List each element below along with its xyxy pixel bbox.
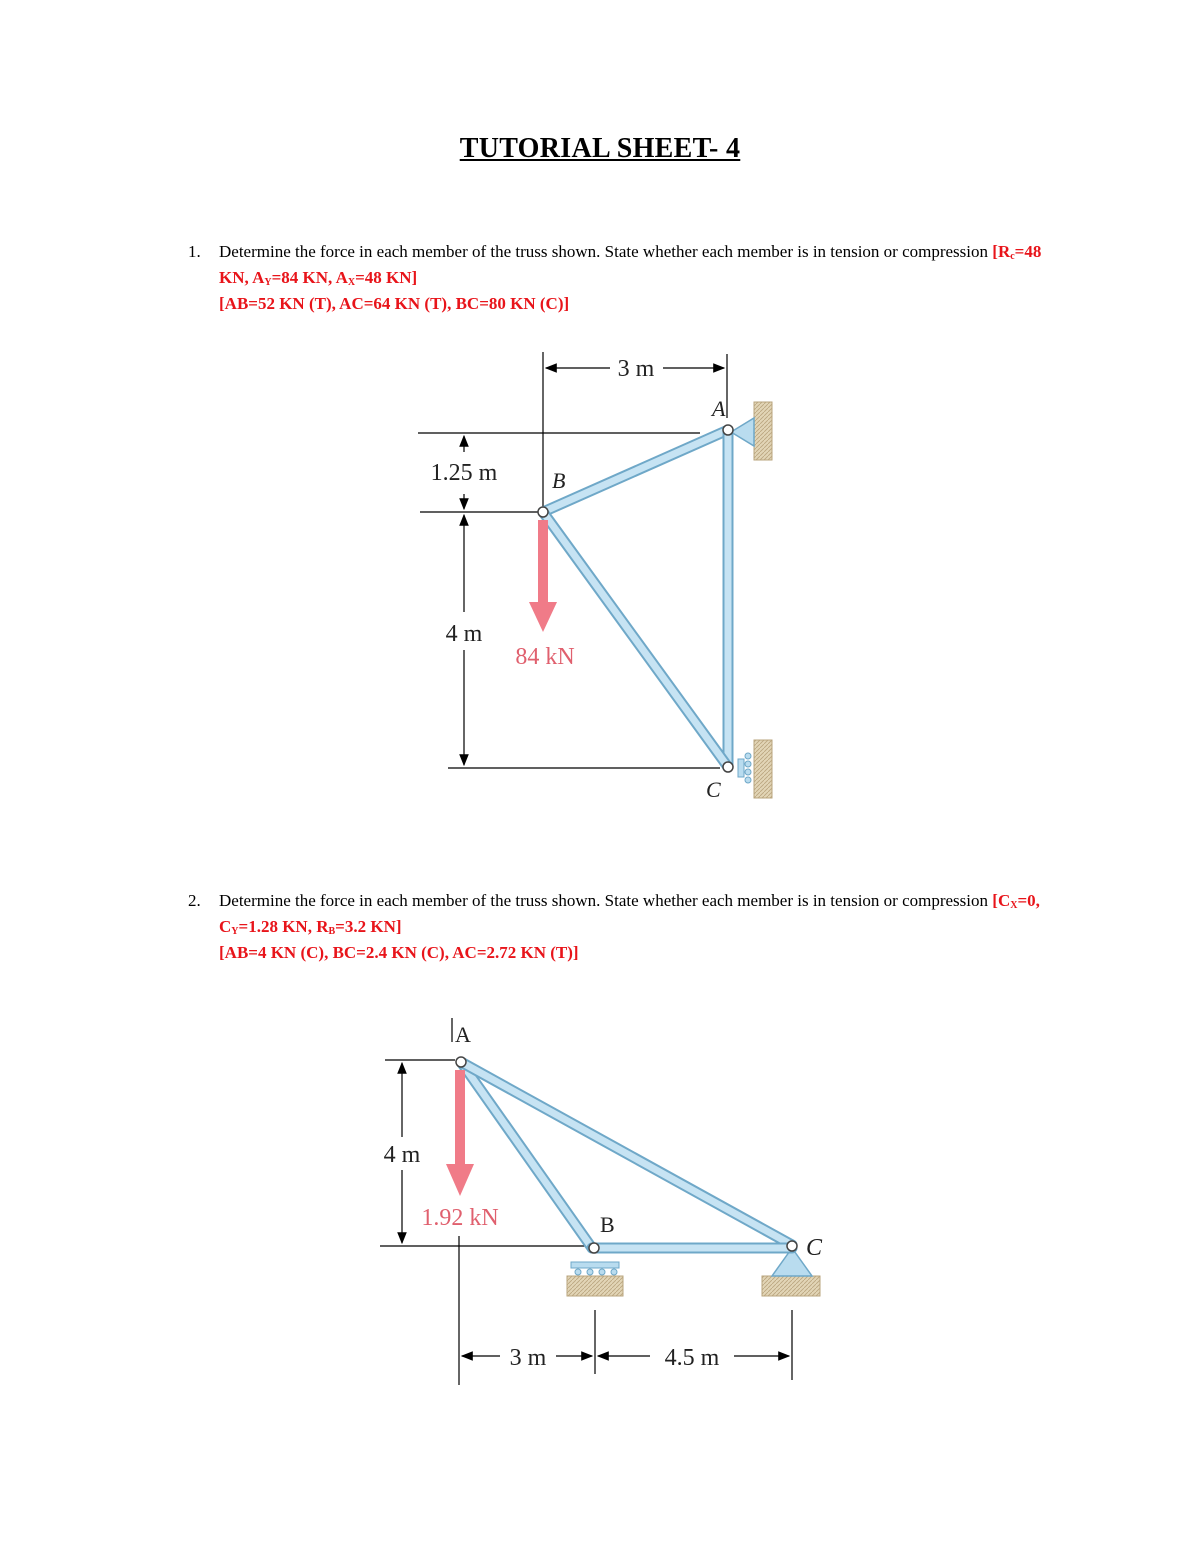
answers: [AB=4 KN (C), BC=2.4 KN (C), AC=2.72 KN (T)] [219,943,579,962]
problem-statement: Determine the force in each member of the truss shown. State whether each member is in tension or compression [219,242,989,261]
label-c: C [706,777,721,802]
label-a: A [712,396,726,421]
label-b: B [552,468,566,493]
ground-support-b [567,1276,623,1296]
dim-left-label: 3 m [509,1345,547,1371]
label-a: A [455,1022,471,1047]
joint-a [456,1057,466,1067]
reactions: [$R_c=48$ KN, $A_Y=84$ KN, $A_X=48$ KN] [219,242,1042,288]
load-arrow [455,1070,465,1168]
roller-support-b [571,1262,619,1268]
problem-number: 2. [188,891,201,910]
problem-statement: Determine the force in each member of the truss shown. State whether each member is in tension or compression [219,891,989,910]
dim-width-label: 3 m [617,356,655,382]
ground-support-c [762,1276,820,1296]
joint-c [787,1241,797,1251]
dim-height2-label: 4 m [445,621,483,647]
load-label: 84 kN [515,644,575,670]
joint-b [589,1243,599,1253]
label-b: B [600,1212,615,1237]
label-c: C [806,1235,823,1261]
dim-right-label: 4.5 m [664,1345,720,1371]
dim-height1-label: 1.25 m [430,460,498,486]
reactions: [$C_X=0$, $C_Y=1.28$ KN, $R_B=3.2$ KN] [219,891,1040,937]
load-label: 1.92 kN [421,1205,499,1231]
dim-height-label: 4 m [383,1142,421,1168]
problem-number: 1. [188,242,201,261]
answers: [AB=52 KN (T), AC=64 KN (T), BC=80 KN (C)] [219,294,570,313]
page-title: TUTORIAL SHEET- 4 [459,133,741,164]
